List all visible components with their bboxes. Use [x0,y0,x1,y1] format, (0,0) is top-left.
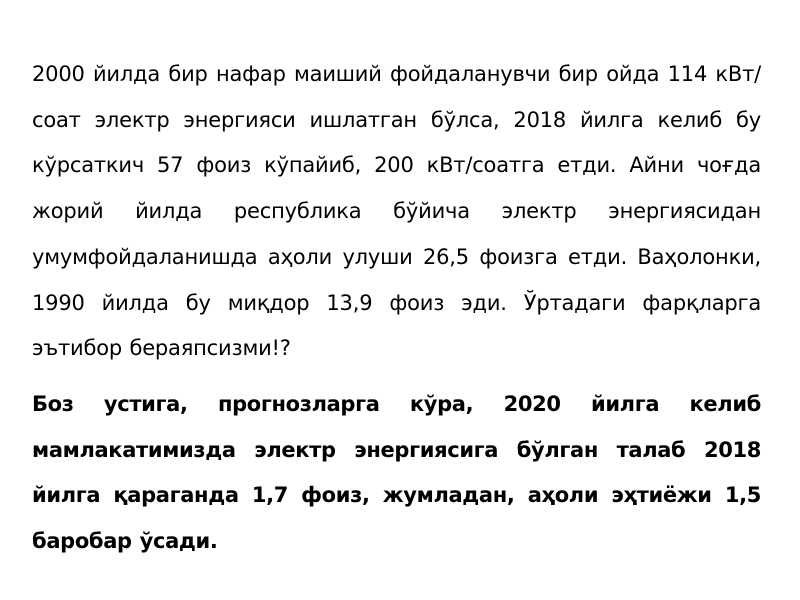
paragraph-forecast: Боз устига, прогнозларга кўра, 2020 йилга келиб мамлакатимизда электр энергиясига бўлган талаб 2018 йилга қараганда 1,7 фоиз, жумладан, аҳоли эҳтиёжи 1,5 баробар ўсади. [32,391,761,554]
document-body [32,52,761,565]
paragraph-electricity-consumption: 2000 йилда бир нафар маиший фойдаланувчи бир ойда 114 кВт/соат электр энергияси ишлатган бўлса, 2018 йилга келиб бу кўрсаткич 57 фоиз кўпайиб, 200 кВт/соатга етди. Айни чоғда жорий йилда республика бўйича электр энергиясидан умумфойдаланишда аҳоли улуши 26,5 фоизга етди. Ваҳолонки, 1990 йилда бу миқдор 13,9 фоиз эди. Ўртадаги фарқларга эътибор бераяпсизми!? [32,62,761,361]
